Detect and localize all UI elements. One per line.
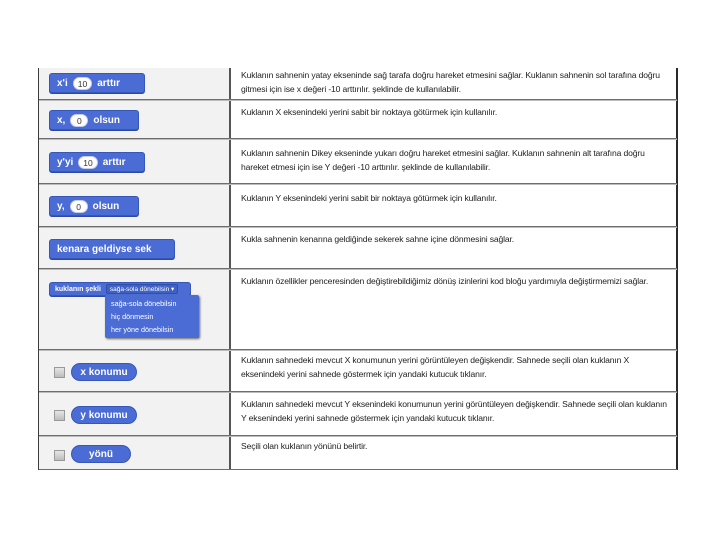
x-position-reporter[interactable]: x konumu bbox=[71, 363, 137, 381]
block-value-input[interactable]: 0 bbox=[70, 200, 88, 213]
table-row bbox=[39, 227, 677, 269]
block-cell bbox=[39, 140, 231, 183]
block-label: olsun bbox=[92, 200, 120, 212]
block-value-input[interactable]: 0 bbox=[70, 114, 88, 127]
description-cell: Kuklanın özellikler penceresinden değiştirebildiğimiz dönüş izinlerini kod bloğu yardımıyla değiştirmemizi sağlar. bbox=[241, 276, 649, 286]
block-label: y'yi bbox=[57, 156, 74, 168]
y-position-reporter[interactable]: y konumu bbox=[71, 406, 137, 424]
rotation-dropdown[interactable]: sağa-sola dönebilsin ▾ bbox=[106, 284, 178, 294]
block-label: x'i bbox=[57, 77, 68, 89]
show-variable-checkbox[interactable] bbox=[54, 367, 65, 378]
rotation-dropdown-menu bbox=[105, 295, 199, 338]
change-y-block[interactable] bbox=[49, 152, 145, 172]
blocks-reference-table bbox=[38, 68, 678, 470]
block-cell bbox=[39, 351, 231, 391]
show-variable-checkbox[interactable] bbox=[54, 450, 65, 461]
description-cell: Kuklanın sahnenin yatay ekseninde sağ tarafa doğru hareket etmesini sağlar. Kuklanın sahnenin sol tarafına doğru gitmesi için ise x değeri -10 arttırılır. şeklinde de kullanılabilir. bbox=[241, 70, 660, 94]
set-y-block[interactable] bbox=[49, 196, 139, 216]
block-cell bbox=[39, 270, 231, 349]
table-row bbox=[39, 350, 677, 392]
block-cell bbox=[39, 185, 231, 226]
table-row bbox=[39, 436, 677, 470]
block-cell bbox=[39, 393, 231, 435]
change-x-block[interactable] bbox=[49, 73, 145, 93]
block-cell bbox=[39, 68, 231, 99]
table-row bbox=[39, 269, 677, 350]
block-cell bbox=[39, 228, 231, 268]
description-cell: Seçili olan kuklanın yönünü belirtir. bbox=[241, 441, 368, 451]
menu-item[interactable]: hiç dönmesin bbox=[111, 312, 154, 321]
description-cell: Kuklanın sahnenin Dikey ekseninde yukarı doğru hareket etmesini sağlar. Kuklanın sahnenin alt tarafına doğru hareket etmesi için ise Y değeri -10 arttırılır. şeklinde de kullanılabilir. bbox=[241, 148, 645, 172]
table-row bbox=[39, 184, 677, 227]
description-cell: Kuklanın sahnedeki mevcut Y eksenindeki konumunun yerini görüntüleyen değişkendir. Sahnede seçili olan kuklanın Y eksenindeki yerini sahnede göstermek için yandaki kutucuk tıklanır. bbox=[241, 399, 667, 423]
block-value-input[interactable]: 10 bbox=[73, 77, 92, 90]
description-cell: Kuklanın sahnedeki mevcut X konumunun yerini görüntüleyen değişkendir. Sahnede seçili olan kuklanın X eksenindeki yerini sahnede göstermek için yandaki kutucuk tıklanır. bbox=[241, 355, 630, 379]
block-cell bbox=[39, 437, 231, 469]
block-cell bbox=[39, 101, 231, 138]
rotation-style-block[interactable] bbox=[49, 282, 191, 296]
show-variable-checkbox[interactable] bbox=[54, 410, 65, 421]
bounce-block[interactable] bbox=[49, 239, 175, 259]
menu-item[interactable]: her yöne dönebilsin bbox=[111, 325, 174, 334]
block-label: x, bbox=[57, 114, 66, 126]
block-label: arttır bbox=[97, 77, 120, 89]
direction-reporter[interactable]: yönü bbox=[71, 445, 131, 463]
table-row bbox=[39, 100, 677, 139]
set-x-block[interactable] bbox=[49, 110, 139, 130]
menu-item[interactable]: sağa-sola dönebilsin bbox=[111, 299, 177, 308]
block-label: kuklanın şekli bbox=[55, 285, 101, 293]
description-cell: Kukla sahnenin kenarına geldiğinde sekerek sahne içine dönmesini sağlar. bbox=[241, 234, 514, 244]
dropdown-value: sağa-sola dönebilsin bbox=[109, 286, 170, 293]
description-cell: Kuklanın Y eksenindeki yerini sabit bir noktaya götürmek için kullanılır. bbox=[241, 193, 497, 203]
block-label: arttır bbox=[102, 156, 126, 168]
block-label: kenara geldiyse sek bbox=[57, 243, 152, 255]
table-row bbox=[39, 139, 677, 184]
table-row bbox=[39, 68, 677, 100]
description-cell: Kuklanın X eksenindeki yerini sabit bir noktaya götürmek için kullanılır. bbox=[241, 107, 498, 117]
block-value-input[interactable]: 10 bbox=[78, 156, 97, 169]
block-label: y, bbox=[57, 200, 65, 212]
block-label: olsun bbox=[93, 114, 121, 126]
table-row bbox=[39, 392, 677, 436]
